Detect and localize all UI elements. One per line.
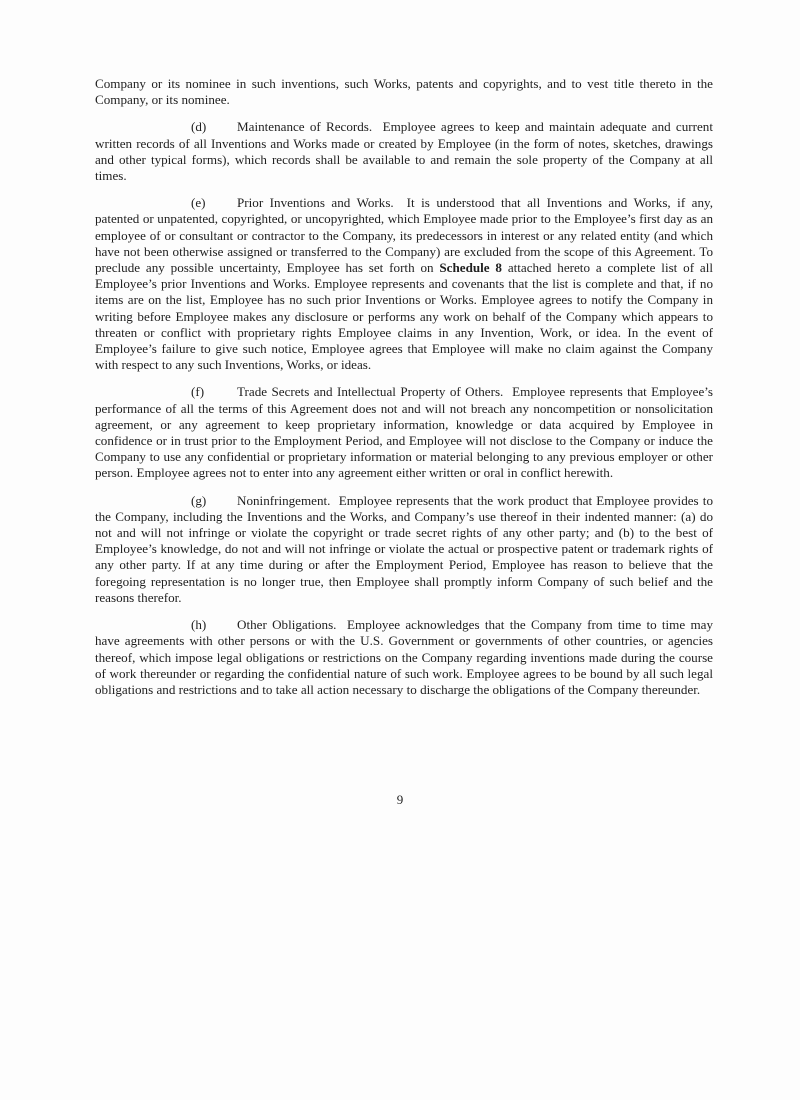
section-d-heading: Maintenance of Records. bbox=[237, 119, 373, 135]
section-f-paragraph bbox=[95, 384, 713, 481]
section-g-marker: (g) bbox=[191, 492, 207, 508]
section-e-paragraph bbox=[95, 195, 713, 373]
document-body bbox=[95, 76, 713, 709]
section-f-heading: Trade Secrets and Intellectual Property of Others. bbox=[237, 384, 504, 400]
page-number: 9 bbox=[396, 792, 404, 807]
section-d-paragraph bbox=[95, 119, 713, 184]
section-h-heading: Other Obligations. bbox=[237, 617, 337, 633]
schedule-8-reference: Schedule 8 bbox=[439, 260, 502, 276]
section-f-marker: (f) bbox=[191, 384, 205, 400]
section-d-marker: (d) bbox=[191, 119, 207, 135]
section-h-body: Employee acknowledges that the Company from time to time may have agreements with other persons or with the U.S. Government or governments of other countries, or agencies thereof, which impose legal obligations or restrictions on the Company regarding inventions made during the course of work thereunder or regarding the confidential nature of such work. Employee agrees to be bound by all such legal obligations and restrictions and to take all action necessary to discharge the obligations of the Company thereunder. bbox=[95, 617, 713, 697]
intro-paragraph bbox=[95, 76, 713, 108]
intro-text: Company or its nominee in such inventions, such Works, patents and copyrights, and to vest title thereto in the Company, or its nominee. bbox=[95, 76, 713, 108]
section-g-heading: Noninfringement. bbox=[237, 492, 331, 508]
section-e-heading: Prior Inventions and Works. bbox=[237, 195, 394, 211]
section-e-body-before: It is understood that all Inventions and Works, if any, patented or unpatented, copyrighted, or uncopyrighted, which Employee made prior to the Employee’s first day as an employee of or consultant or contractor to the Company, its predecessors in interest or any related entity (and which have not been otherwise assigned or transferred to the Company) are excluded from the scope of this Agreement. To preclude any possible uncertainty, Employee has set forth on bbox=[95, 195, 713, 276]
section-f-body: Employee represents that Employee’s performance of all the terms of this Agreement does not and will not breach any noncompetition or nonsolicitation agreement, or any agreement to keep proprietary information, knowledge or data acquired by Employee in confidence or in trust prior to the Employment Period, and Employee will not disclose to the Company or induce the Company to use any confidential or proprietary information or material belonging to any previous employer or other person. Employee agrees not to enter into any agreement either written or oral in conflict herewith. bbox=[95, 384, 714, 481]
section-h-paragraph bbox=[95, 617, 713, 698]
section-e-marker: (e) bbox=[191, 195, 206, 211]
section-g-body: Employee represents that the work product that Employee provides to the Company, including the Inventions and the Works, and Company’s use thereof in their indented manner: (a) do not and will not infringe or violate the copyright or trade secret rights of any other party; and (b) to the best of Employee’s knowledge, do not and will not infringe or violate the actual or prospective patent or trademark rights of any other party. If at any time during or after the Employment Period, Employee has reason to believe that the foregoing representation is no longer true, then Employee shall promptly inform Company of such belief and the reasons therefor. bbox=[95, 492, 713, 605]
section-g-paragraph bbox=[95, 493, 713, 606]
section-d-body: Employee agrees to keep and maintain adequate and current written records of all Inventions and Works made or created by Employee (in the form of notes, sketches, drawings and other typical forms), which records shall be available to and remain the sole property of the Company at all times. bbox=[95, 119, 713, 184]
section-h-marker: (h) bbox=[191, 617, 207, 633]
section-e-body-after: attached hereto a complete list of all Employee’s prior Inventions and Works. Employee represents and covenants that the list is complete and that, if no items are on the list, Employee has no such prior Inventions or Works. Employee agrees to notify the Company in writing before Employee makes any disclosure or performs any work on behalf of the Company which appears to threaten or conflict with proprietary rights Employee claims in any Invention, Work, or idea. In the event of Employee’s failure to give such notice, Employee agrees that Employee will make no claim against the Company with respect to any such Inventions, Works, or ideas. bbox=[95, 260, 713, 373]
